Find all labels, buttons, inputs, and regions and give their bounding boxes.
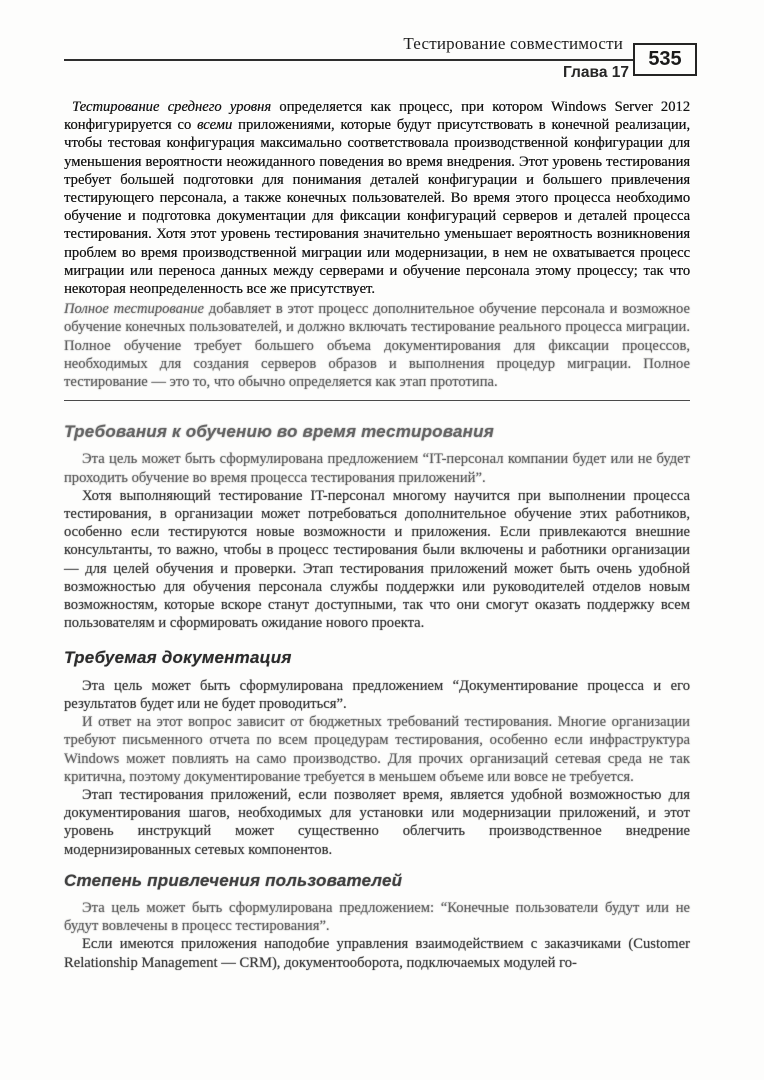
paragraph-full-testing [64,300,690,391]
section-divider-rule [64,400,690,401]
italic-lead-medium-testing: Тестирование среднего уровня [72,99,272,115]
section-heading-required-documentation: Требуемая документация [64,648,292,668]
section-heading-training-requirements: Требования к обучению во время тестирования [64,422,494,442]
page-header [0,0,764,82]
page-number-box [633,43,697,76]
text-run: определяется как процесс, при котором Windows Server 2012 конфигурируется со [64,99,690,134]
section-heading-user-involvement: Степень привлечения пользователей [64,870,403,890]
page-body [64,98,690,972]
paragraph-medium-level-testing [64,98,690,298]
paragraph-documentation-benefit: Этап тестирования приложений, если позволяет время, является удобной возможностью для документирования шагов, необходимых для установки или модернизации приложений, и этот уровень инструкций может существенно облегчить производственное внедрение модернизированных сетевых компонентов. [64,786,690,858]
italic-word-all: всеми [197,117,233,134]
running-title: Тестирование совместимости [64,34,633,61]
paragraph-documentation-details: И ответ на этот вопрос зависит от бюджетных требований тестирования. Многие организации требуют письменного отчета по всем процедурам тестирования, особенно если инфраструктура Windows может повлиять на само производство. Для прочих организаций сетевая среда не так критична, поэтому документирование требуется в меньшем объеме или вовсе не требуется. [64,714,690,785]
paragraph-user-involvement-goal: Эта цель может быть сформулирована предложением: “Конечные пользователи будут или не будут вовлечены в процесс тестирования”. [64,899,690,935]
paragraph-user-involvement-details: Если имеются приложения наподобие управления взаимодействием с заказчиками (Customer Relationship Management — CRM), документооборота, подключаемых модулей го- [64,936,690,971]
paragraph-documentation-goal: Эта цель может быть сформулирована предложением “Документирование процесса и его результатов будет или не будет проводиться”. [64,677,690,712]
header-title-block [64,34,633,82]
page-number: 535 [648,48,682,70]
paragraph-training-details: Хотя выполняющий тестирование IT-персонал многому научится при выполнении процесса тестирования, в организации может потребоваться дополнительное обучение этих работников, особенно если тестируются новые возможности и приложения. Если привлекаются внешние консультанты, то важно, чтобы в процесс тестирования были включены и работники организации — для целей обучения и проверки. Этап тестирования приложений может быть очень удобной возможностью для обучения персонала службы поддержки или руководителей отделов новым возможностям, которые вскоре станут доступными, так что они смогут оказать поддержку всем пользователям и сформировать ожидание нового проекта. [64,487,690,632]
italic-lead-full-testing: Полное тестирование [64,301,204,318]
text-run: добавляет в этот процесс дополнительное обучение персонала и возможное обучение конечных пользователей, и должно включать тестирование реального процесса миграции. Полное обучение требует большего объема документирования для фиксации процессов, необходимых для создания серверов образов и выполнения процедур миграции. Полное тестирование — это то, что обычно определяется как этап прототипа. [64,301,690,391]
chapter-label: Глава 17 [563,64,629,81]
paragraph-training-goal: Эта цель может быть сформулирована предложением “IT-персонал компании будет или не будет проходить обучение во время процесса тестирования приложений”. [64,451,690,486]
text-run: приложениями, которые будут присутствовать в конечной реализации, чтобы тестовая конфигурация максимально соответствовала производственной конфигурации для уменьшения вероятности неожиданного поведения во время внедрения. Этот уровень тестирования требует большей подготовки для понимания деталей конфигурации и большего привлечения тестирующего персонала, а также конечных пользователей. Во время этого процесса необходимо обучение и подготовка документации для фиксации конфигураций серверов и деталей процесса тестирования. Хотя этот уровень тестирования значительно уменьшает вероятность возникновения проблем во время производственной миграции или модернизации, в нем не охватывается процесс миграции или переноса данных между серверами и обучение персонала этому процессу; так что некоторая неопределенность все же присутствует. [64,117,690,298]
